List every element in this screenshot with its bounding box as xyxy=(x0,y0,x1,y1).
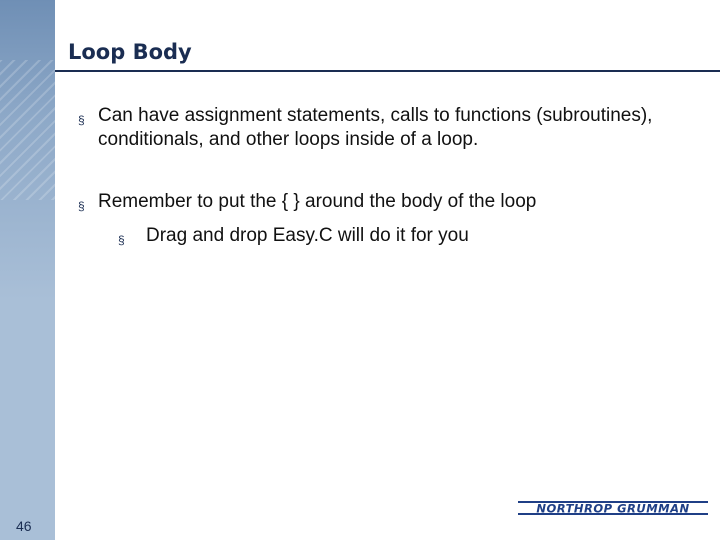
bullet-marker: § xyxy=(78,113,85,127)
logo-text: NORTHROP GRUMMAN xyxy=(536,501,690,516)
sidebar-stripes xyxy=(0,60,55,200)
sub-bullet-item: Drag and drop Easy.C will do it for you xyxy=(146,225,469,246)
sub-bullet-marker: § xyxy=(118,233,125,247)
bullet-item: Can have assignment statements, calls to functions (subroutines), conditionals, and other loops inside of a loop. xyxy=(98,105,653,150)
decorative-sidebar xyxy=(0,0,55,540)
northrop-grumman-logo xyxy=(518,498,708,518)
bullet-marker: § xyxy=(78,199,85,213)
page-number: 46 xyxy=(16,518,32,534)
slide-title: Loop Body xyxy=(68,40,192,64)
bullet-item: Remember to put the { } around the body of the loop xyxy=(98,191,537,212)
title-divider xyxy=(55,70,720,72)
